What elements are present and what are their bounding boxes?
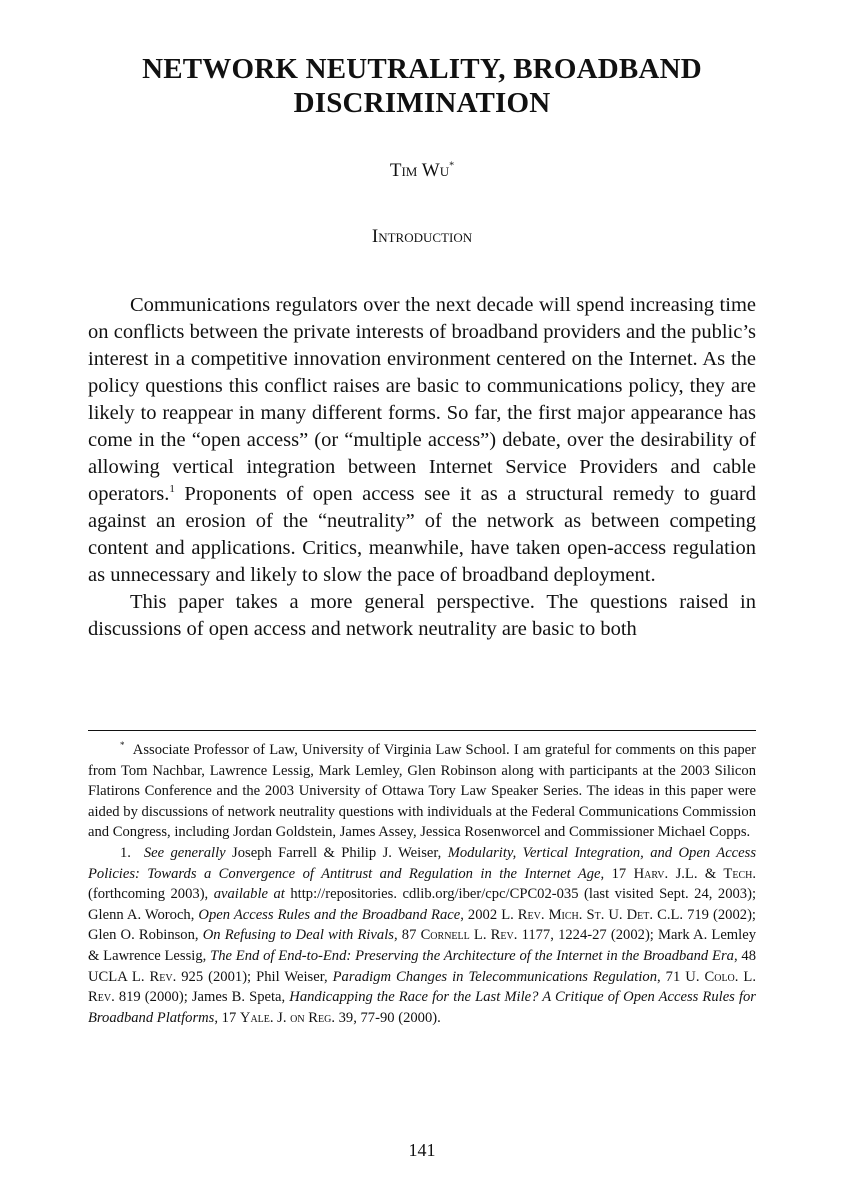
paragraph-2: This paper takes a more general perspective. The questions raised in discussions of open access and network neutrality are basic to both [88, 591, 756, 640]
fn1-text: , 17 [214, 1009, 240, 1026]
fn1-text: , 87 [393, 927, 421, 944]
fn1-text: 39, 77-90 (2000). [334, 1009, 441, 1026]
fn1-text: 719 (2002); Glen O. Robinson, [88, 906, 756, 944]
fn1-journal: Harv. J.L. & Tech. [633, 865, 756, 882]
fn1-title: Modularity, Vertical Integration, and Open Access Policies: Towards a Convergence of Antitrust and Regulation in the Internet Age [88, 844, 756, 882]
footnotes [88, 740, 756, 1028]
article-title: NETWORK NEUTRALITY, BROADBAND DISCRIMINATION [142, 53, 702, 119]
fn1-title: Handicapping the Race for the Last Mile? A Critique of Open Access Rules for Broadband Platforms [88, 989, 756, 1026]
footnote-star-mark: * [120, 740, 125, 751]
fn1-text: , 48 [733, 947, 756, 964]
paragraph-1 [88, 292, 756, 589]
footnote-star-text: Associate Professor of Law, University of Virginia Law School. I am grateful for comments on this paper from Tom Nachbar, Lawrence Lessig, Mark Lemley, Glen Robinson along with participants at the 2003 Silicon Flatirons Conference and the 2003 University of Ottawa Tory Law Speaker Series. The ideas in this paper were aided by discussions of network neutrality questions with individuals at the Federal Communications Commission and Congress, including Jordan Goldstein, James Assey, Jessica Rosenworcel and Commissioner Michael Copps. [88, 742, 757, 841]
fn1-text: (forthcoming 2003), [88, 886, 214, 903]
fn1-title: On Refusing to Deal with Rivals [202, 927, 394, 944]
fn1-signal: See generally [143, 844, 226, 861]
footnote-1-number: 1. [120, 844, 131, 861]
paragraph-1-text-b: Proponents of open access see it as a structural remedy to guard against an erosion of the “neutrality” of the network as between competing content and applications. Critics, meanwhile, have taken open-access regulation as unnecessary and likely to slow the pace of broadband deployment. [88, 483, 756, 586]
footnote-1 [88, 843, 756, 1028]
page-number: 141 [408, 1140, 436, 1160]
fn1-journal: Cornell L. Rev. [420, 927, 518, 944]
fn1-title: The End of End-to-End: Preserving the Architecture of the Internet in the Broadband Era [210, 947, 734, 964]
fn1-text-url: http://repositories. cdlib.org/iber/cpc/CPC02-035 (last visited Sept. 24, 2003); Glenn A. Woroch, [88, 886, 757, 923]
fn1-signal: available at [213, 886, 285, 903]
fn1-text: 925 (2001); Phil Weiser, [176, 968, 333, 985]
footnote-star [88, 740, 756, 843]
fn1-text: , 2002 [460, 906, 502, 923]
author-name: Tim Wu [389, 160, 450, 181]
fn1-text: 1177, 1224-27 (2002); Mark A. Lemley & Lawrence Lessig, [88, 927, 756, 964]
paragraph-1-text-a: Communications regulators over the next decade will spend increasing time on conflicts between the private interests of broadband providers and the public’s interest in a competitive innovation environment centered on the Internet. As the policy questions this conflict raises are basic to communications policy, they are likely to reappear in many different forms. So far, the first major appearance has come in the “open access” (or “multiple access”) debate, over the desirability of allowing vertical integration between Internet Service Providers and cable operators. [88, 294, 756, 505]
main-text [88, 292, 756, 643]
fn1-journal: L. Rev. Mich. St. U. Det. C.L. [501, 906, 684, 923]
fn1-text: 819 (2000); James B. Speta, [114, 989, 290, 1006]
fn1-journal: U. Colo. L. Rev. [88, 968, 756, 1006]
section-heading: Introduction [371, 226, 473, 247]
author-footnote-mark[interactable]: * [449, 160, 455, 172]
fn1-text: Joseph Farrell & Philip J. Weiser, [225, 844, 448, 861]
fn1-text: , 17 [600, 865, 634, 882]
fn1-title: Paradigm Changes in Telecommunications Regulation [332, 968, 657, 985]
footnote-ref-1[interactable]: 1 [169, 483, 175, 496]
footnote-divider [88, 730, 756, 731]
fn1-title: Open Access Rules and the Broadband Race [198, 906, 461, 923]
fn1-text: , 71 [657, 968, 686, 985]
fn1-journal: UCLA L. Rev. [88, 968, 177, 985]
author-line [88, 160, 756, 182]
fn1-journal: Yale. J. on Reg. [239, 1009, 335, 1026]
